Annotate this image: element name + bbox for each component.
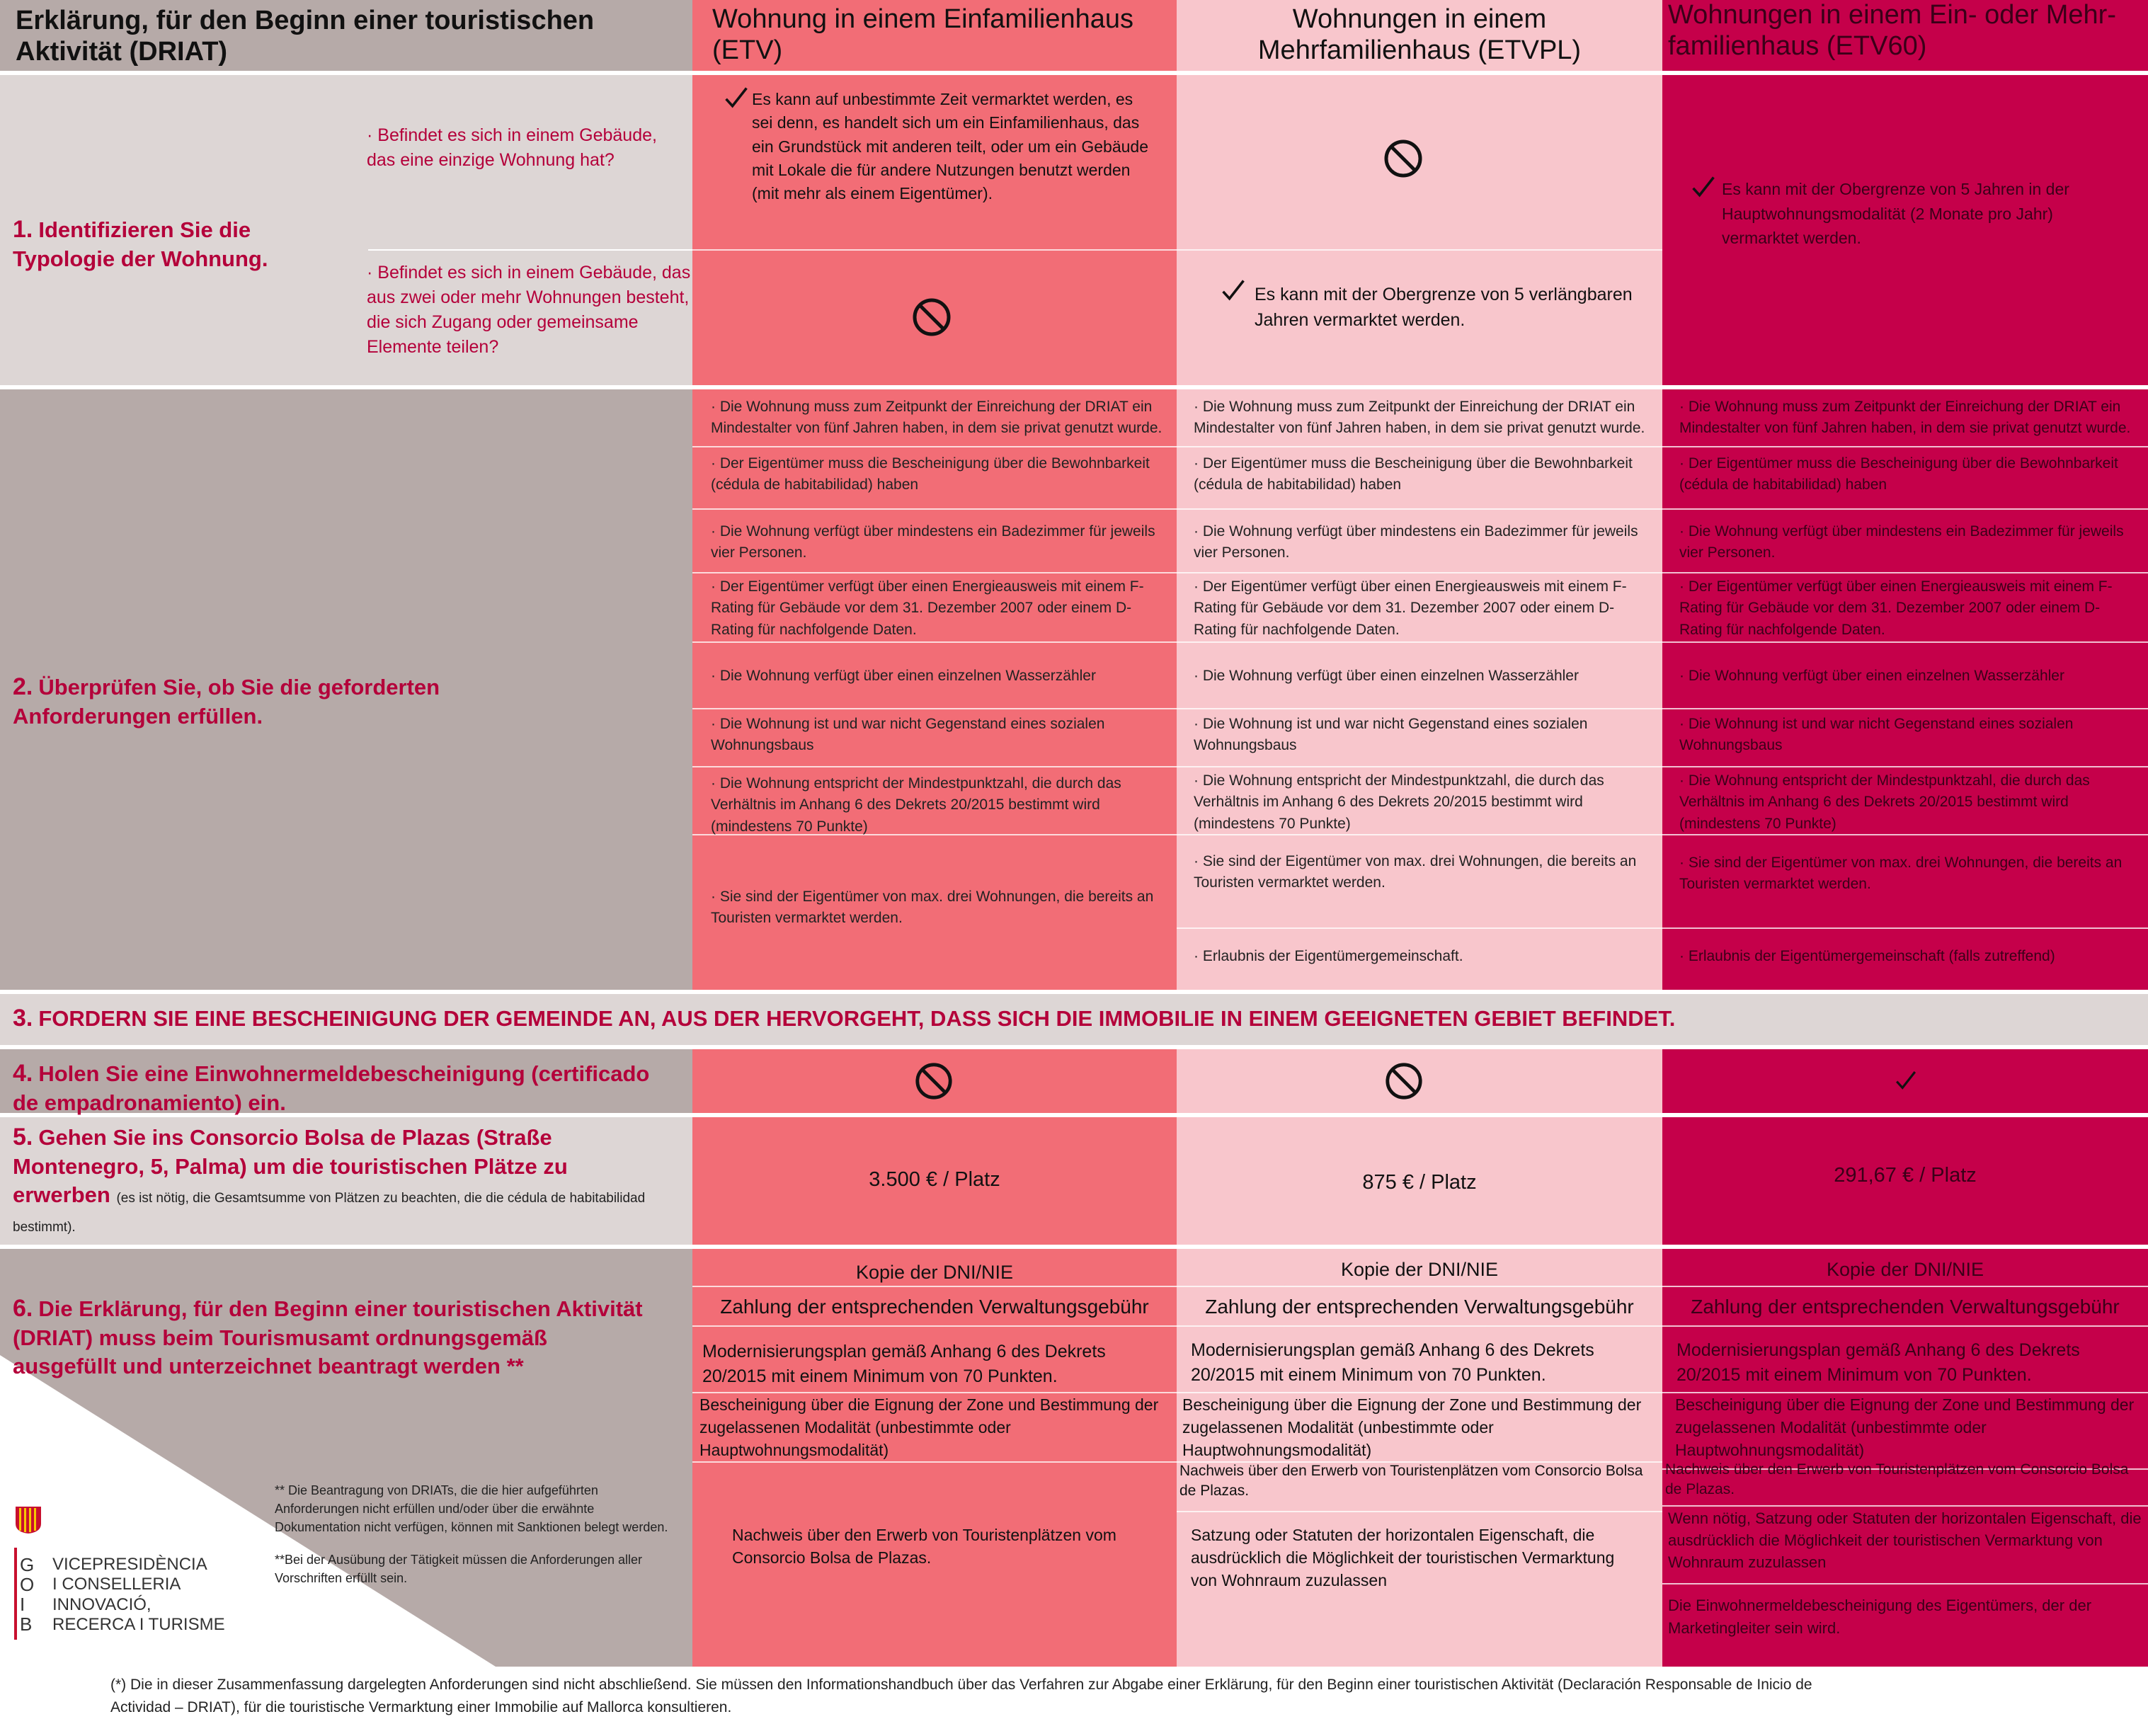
step6-title: 6. Die Erklärung, für den Beginn einer touristischen Aktivität (DRIAT) muss beim Tourismusamt ordnungsgemäß ausgefüllt und unterzeichnet beantragt werden ** [13,1295,643,1379]
price-etv: 3.500 € / Platz [869,1168,1000,1191]
no-entry-icon [913,1061,954,1102]
req-etvpl-age: · Die Wohnung muss zum Zeitpunkt der Einreichung der DRIAT ein Mindestalter von fünf Jahren haben, in dem sie privat genutzt wurde. [1194,399,1645,437]
check-icon [724,85,749,110]
page-title: Erklärung, für den Beginn einer touristischen Aktivität (DRIAT) [16,6,595,67]
no-entry-icon [910,296,953,338]
req-etvpl-bathroom: · Die Wohnung verfügt über mindestens ein Badezimmer für jeweils vier Personen. [1194,523,1638,561]
req-etv60-owner: · Sie sind der Eigentümer von max. drei Wohnungen, die bereits an Touristen vermarktet werden. [1679,855,2123,893]
req-etv60-bathroom: · Die Wohnung verfügt über mindestens ein Badezimmer für jeweils vier Personen. [1679,523,2124,561]
req-etv-water: · Die Wohnung verfügt über einen einzelnen Wasserzähler [711,668,1096,684]
no-entry-icon [1383,1061,1424,1102]
doc-etvpl-statute: Satzung oder Statuten der horizontalen Eigenschaft, die ausdrücklich die Möglichkeit der touristischen Vermarktung von Wohnraum zuzulassen [1191,1526,1615,1590]
step1-question-multi: · Befindet es sich in einem Gebäude, das aus zwei oder mehr Wohnungen besteht, die sich Zugang oder gemeinsame Elemente teilen? [367,263,691,357]
step3-row [0,994,2148,1045]
req-etv-owner: · Sie sind der Eigentümer von max. drei Wohnungen, die bereits an Touristen vermarktet werden. [711,889,1154,927]
check-icon [1895,1069,1917,1092]
req-etv60-community: · Erlaubnis der Eigentümergemeinschaft (falls zutreffend) [1679,948,2055,964]
col-etvpl-title: Wohnungen in einem Mehrfamilienhaus (ETVPL) [1257,4,1582,65]
req-etvpl-habitability: · Der Eigentümer muss die Bescheinigung über die Bewohnbarkeit (cédula de habitabilidad) haben [1194,455,1633,493]
step1-title: 1. Identifizieren Sie die Typologie der Wohnung. [13,216,268,272]
doc-etv-dni: Kopie der DNI/NIE [855,1262,1014,1283]
req-etv-bathroom: · Die Wohnung verfügt über mindestens ein Badezimmer für jeweils vier Personen. [711,523,1155,561]
header-col-etv60 [1662,0,2148,71]
doc-etv60-residence: Die Einwohnermeldebescheinigung des Eigentümers, der der Marketingleiter sein wird. [1668,1597,2092,1637]
req-etv60-energy: · Der Eigentümer verfügt über einen Energieausweis mit einem F-Rating für Gebäude vor dem 31. Dezember 2007 oder einem D-Rating für nachfolgende Daten. [1679,578,2113,638]
doc-etv60-fee: Zahlung der entsprechenden Verwaltungsgebühr [1691,1296,2120,1318]
step3-title: 3. FORDERN SIE EINE BESCHEINIGUNG DER GEMEINDE AN, AUS DER HERVORGEHT, DASS SICH DIE IMMOBILIE IN EINEM GEEIGNETEN GEBIET BEFINDET. [13,1005,1676,1032]
col-etv-title: Wohnung in einem Einfamilienhaus (ETV) [712,4,1133,65]
doc-etv60-purchase: Nachweis über den Erwerb von Touristenplätzen vom Consorcio Bolsa de Plazas. [1665,1461,2129,1498]
header-col-etv [692,0,1177,71]
doc-etvpl-fee: Zahlung der entsprechenden Verwaltungsgebühr [1205,1296,1634,1318]
req-etvpl-community: · Erlaubnis der Eigentümergemeinschaft. [1194,948,1463,964]
step1-etvpl-cell [1177,75,1662,385]
step1-etvpl-text: Es kann mit der Obergrenze von 5 verlängbaren Jahren vermarktet werden. [1255,285,1633,331]
step1-question-single: · Befindet es sich in einem Gebäude, das eine einzige Wohnung hat? [367,125,657,170]
req-etvpl-water: · Die Wohnung verfügt über einen einzelnen Wasserzähler [1194,668,1579,684]
doc-etv60-statute: Wenn nötig, Satzung oder Statuten der horizontalen Eigenschaft, die ausdrücklich die Möglichkeit der touristischen Vermarktung von Wohnraum zuzulassen [1668,1509,2142,1571]
req-etv60-social: · Die Wohnung ist und war nicht Gegenstand eines sozialen Wohnungsbaus [1679,716,2074,754]
req-etv-age: · Die Wohnung muss zum Zeitpunkt der Einreichung der DRIAT ein Mindestalter von fünf Jahren haben, in dem sie privat genutzt wurde. [711,399,1162,437]
doc-etv-plan: Modernisierungsplan gemäß Anhang 6 des Dekrets 20/2015 mit einem Minimum von 70 Punkten. [702,1342,1106,1386]
doc-etvpl-dni: Kopie der DNI/NIE [1340,1259,1499,1280]
header-title-cell [0,0,692,71]
req-etvpl-social: · Die Wohnung ist und war nicht Gegenstand eines sozialen Wohnungsbaus [1194,716,1588,754]
step1-etv-text: Es kann auf unbestimmte Zeit vermarktet werden, es sei denn, es handelt sich um ein Einfamilienhaus, das ein Grundstück mit anderen teilt, oder um ein Gebäude mit Lokale die für andere Nutzungen benutzt werden (mit mehr als einem Eigentümer). [752,90,1148,203]
doc-etv60-plan: Modernisierungsplan gemäß Anhang 6 des Dekrets 20/2015 mit einem Minimum von 70 Punkten. [1676,1340,2080,1385]
doc-etv60-dni: Kopie der DNI/NIE [1826,1259,1984,1280]
doc-etv-purchase: Nachweis über den Erwerb von Touristenplätzen vom Consorcio Bolsa de Plazas. [732,1526,1116,1567]
req-etv60-points: · Die Wohnung entspricht der Mindestpunktzahl, die durch das Verhältnis im Anhang 6 des Dekrets 20/2015 bestimmt wird (mindestens 70 Punkte) [1679,772,2090,832]
step6-note-regulations: **Bei der Ausübung der Tätigkeit müssen die Anforderungen aller Vorschriften erfüllt sein. [275,1553,643,1586]
doc-etv-zone: Bescheinigung über die Eignung der Zone und Bestimmung der zugelassenen Modalität (unbestimmte oder Hauptwohnungsmodalität) [699,1395,1159,1460]
req-etv-points: · Die Wohnung entspricht der Mindestpunktzahl, die durch das Verhältnis im Anhang 6 des Dekrets 20/2015 bestimmt wird (mindestens 70 Punkte) [711,775,1121,835]
logo-text: VICEPRESIDÈNCIA I CONSELLERIA INNOVACIÓ, RECERCA I TURISME [52,1555,225,1634]
req-etv-energy: · Der Eigentümer verfügt über einen Energieausweis mit einem F-Rating für Gebäude vor dem 31. Dezember 2007 oder einem D-Rating für nachfolgende Daten. [711,578,1144,638]
logo-bar [14,1548,17,1640]
col-etv60-title: Wohnungen in einem Ein- oder Mehr-familienhaus (ETV60) [1668,0,2116,61]
step4-title: 4. Holen Sie eine Einwohnermeldebescheinigung (certificado de empadronamiento) ein. [13,1060,650,1116]
req-etv60-water: · Die Wohnung verfügt über einen einzelnen Wasserzähler [1679,668,2064,684]
coat-of-arms-icon [14,1505,42,1535]
check-icon [1691,174,1716,200]
check-icon [1221,278,1246,303]
doc-etvpl-plan: Modernisierungsplan gemäß Anhang 6 des Dekrets 20/2015 mit einem Minimum von 70 Punkten. [1191,1340,1594,1385]
step5-title: 5. Gehen Sie ins Consorcio Bolsa de Plazas (Straße Montenegro, 5, Palma) um die touristischen Plätze zu erwerben (es ist nötig, die Gesamtsumme von Plätzen zu beachten, die die cédula de habitabilidad bestimmt). [13,1124,646,1235]
header-col-etvpl [1177,0,1662,71]
doc-etvpl-zone: Bescheinigung über die Eignung der Zone und Bestimmung der zugelassenen Modalität (unbestimmte oder Hauptwohnungsmodalität) [1182,1395,1642,1460]
req-etv60-habitability: · Der Eigentümer muss die Bescheinigung über die Bewohnbarkeit (cédula de habitabilidad) haben [1679,455,2118,493]
req-etv-social: · Die Wohnung ist und war nicht Gegenstand eines sozialen Wohnungsbaus [711,716,1105,754]
step1-divider [368,249,692,251]
doc-etvpl-purchase: Nachweis über den Erwerb von Touristenplätzen vom Consorcio Bolsa de Plazas. [1179,1463,1643,1500]
price-etvpl: 875 € / Platz [1362,1171,1477,1194]
req-etv60-age: · Die Wohnung muss zum Zeitpunkt der Einreichung der DRIAT ein Mindestalter von fünf Jahren haben, in dem sie privat genutzt wurde. [1679,399,2131,437]
req-etvpl-owner: · Sie sind der Eigentümer von max. drei Wohnungen, die bereits an Touristen vermarktet werden. [1194,853,1637,891]
price-etv60: 291,67 € / Platz [1834,1164,1977,1187]
no-entry-icon [1382,137,1424,180]
doc-etv-fee: Zahlung der entsprechenden Verwaltungsgebühr [720,1296,1149,1318]
step6-note-sanctions: ** Die Beantragung von DRIATs, die die hier aufgeführten Anforderungen nicht erfüllen und/oder über die erwähnte Dokumentation nicht verfügen, können mit Sanktionen belegt werden. [275,1483,668,1535]
footer-disclaimer: (*) Die in dieser Zusammenfassung dargelegten Anforderungen sind nicht abschließend. Sie müssen den Informationshandbuch über das Verfahren zur Abgabe einer Erklärung, für den Beginn einer touristischen Aktivität (Declaración Responsable de Inicio de Actividad – DRIAT), für die touristische Vermarktung einer Immobilie auf Mallorca konsultieren. [110,1677,1812,1715]
req-etvpl-points: · Die Wohnung entspricht der Mindestpunktzahl, die durch das Verhältnis im Anhang 6 des Dekrets 20/2015 bestimmt wird (mindestens 70 Punkte) [1194,772,1604,832]
step1-etv60-text: Es kann mit der Obergrenze von 5 Jahren in der Hauptwohnungsmodalität (2 Monate pro Jahr) vermarktet werden. [1722,180,2069,247]
doc-etv60-zone: Bescheinigung über die Eignung der Zone und Bestimmung der zugelassenen Modalität (unbestimmte oder Hauptwohnungsmodalität) [1675,1395,2135,1460]
logo-letters: G O I B [20,1554,35,1635]
req-etvpl-energy: · Der Eigentümer verfügt über einen Energieausweis mit einem F-Rating für Gebäude vor dem 31. Dezember 2007 oder einem D-Rating für nachfolgende Daten. [1194,578,1627,638]
step2-title: 2. Überprüfen Sie, ob Sie die geforderten Anforderungen erfüllen. [13,673,440,729]
step5-note: (es ist nötig, die Gesamtsumme von Plätzen zu beachten, die die cédula de habitabilidad bestimmt). [13,1191,646,1235]
req-etv-habitability: · Der Eigentümer muss die Bescheinigung über die Bewohnbarkeit (cédula de habitabilidad) haben [711,455,1150,493]
